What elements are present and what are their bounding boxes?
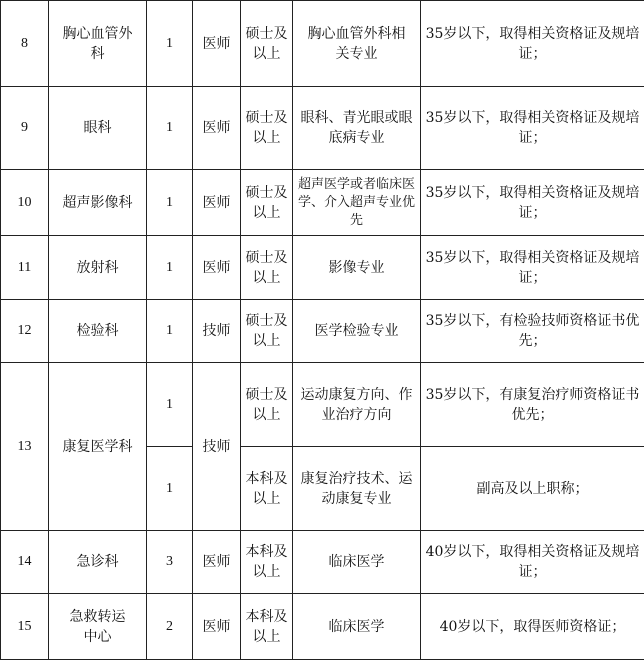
education: 硕士及以上 [241, 87, 293, 170]
post-type: 医师 [193, 531, 241, 594]
department: 眼科 [49, 87, 147, 170]
post-type: 医师 [193, 87, 241, 170]
department: 康复医学科 [49, 363, 147, 531]
headcount: 3 [147, 531, 193, 594]
requirement-text: 35岁以下，取得相关资格证及规培证； [423, 248, 642, 288]
row-number: 8 [1, 1, 49, 87]
row-number: 13 [1, 363, 49, 531]
education: 硕士及以上 [241, 236, 293, 300]
headcount: 1 [147, 447, 193, 531]
department: 检验科 [49, 300, 147, 363]
department: 急救转运中心 [49, 594, 147, 660]
table-row [1, 300, 644, 363]
requirement [421, 170, 644, 236]
post-type: 医师 [193, 170, 241, 236]
headcount: 2 [147, 594, 193, 660]
requirement [421, 531, 644, 594]
table-row [1, 1, 644, 87]
department: 胸心血管外科 [49, 1, 147, 87]
requirement-text: 40岁以下，取得相关资格证及规培证； [423, 542, 642, 582]
major: 运动康复方向、作业治疗方向 [293, 363, 421, 447]
post-type: 医师 [193, 236, 241, 300]
education: 硕士及以上 [241, 170, 293, 236]
department: 急诊科 [49, 531, 147, 594]
requirement-text: 副高及以上职称； [477, 479, 589, 499]
row-number: 15 [1, 594, 49, 660]
education: 硕士及以上 [241, 300, 293, 363]
major: 眼科、青光眼或眼底病专业 [293, 87, 421, 170]
requirement-text: 35岁以下，取得相关资格证及规培证； [423, 24, 642, 64]
requirement [421, 447, 644, 531]
requirement-text: 35岁以下，有康复治疗师资格证书优先； [423, 385, 642, 425]
requirement-text: 35岁以下，取得相关资格证及规培证； [423, 108, 642, 148]
requirement-text: 40岁以下，取得医师资格证； [440, 617, 626, 637]
requirement-text: 35岁以下，有检验技师资格证书优先； [423, 311, 642, 351]
table-row [1, 87, 644, 170]
table-row [1, 236, 644, 300]
headcount: 1 [147, 170, 193, 236]
table-row [1, 170, 644, 236]
major: 超声医学或者临床医学、介入超声专业优先 [293, 170, 421, 236]
row-number: 10 [1, 170, 49, 236]
requirement [421, 363, 644, 447]
row-number: 14 [1, 531, 49, 594]
headcount: 1 [147, 87, 193, 170]
post-type: 医师 [193, 1, 241, 87]
post-type: 技师 [193, 363, 241, 531]
education: 硕士及以上 [241, 363, 293, 447]
department: 超声影像科 [49, 170, 147, 236]
education: 本科及以上 [241, 594, 293, 660]
post-type: 技师 [193, 300, 241, 363]
education: 硕士及以上 [241, 1, 293, 87]
education: 本科及以上 [241, 531, 293, 594]
headcount: 1 [147, 300, 193, 363]
major: 影像专业 [293, 236, 421, 300]
row-number: 12 [1, 300, 49, 363]
department: 放射科 [49, 236, 147, 300]
major: 医学检验专业 [293, 300, 421, 363]
major: 临床医学 [293, 531, 421, 594]
requirement [421, 1, 644, 87]
major: 胸心血管外科相关专业 [293, 1, 421, 87]
row-number: 9 [1, 87, 49, 170]
post-type: 医师 [193, 594, 241, 660]
requirement [421, 300, 644, 363]
requirement [421, 594, 644, 660]
major: 康复治疗技术、运动康复专业 [293, 447, 421, 531]
education: 本科及以上 [241, 447, 293, 531]
requirement [421, 236, 644, 300]
headcount: 1 [147, 1, 193, 87]
headcount: 1 [147, 363, 193, 447]
headcount: 1 [147, 236, 193, 300]
major: 临床医学 [293, 594, 421, 660]
table-row [1, 594, 644, 660]
table-row [1, 531, 644, 594]
row-number: 11 [1, 236, 49, 300]
table-row [1, 363, 644, 447]
requirement-text: 35岁以下，取得相关资格证及规培证； [423, 183, 642, 223]
requirement [421, 87, 644, 170]
